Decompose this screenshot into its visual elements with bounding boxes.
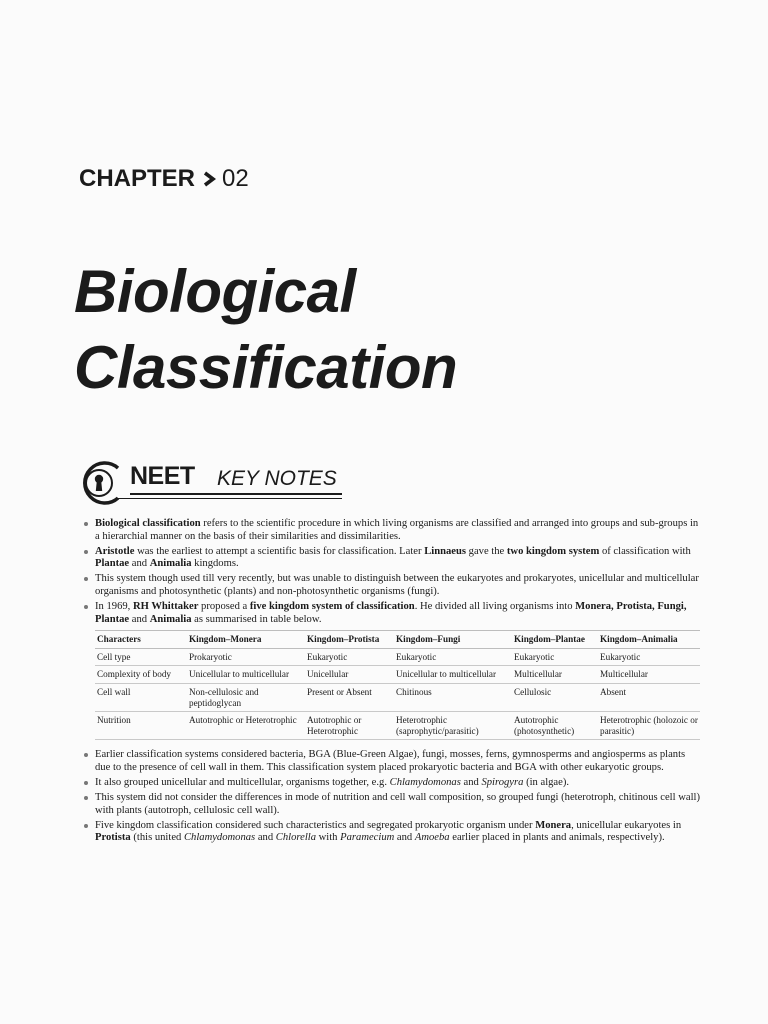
key-notes-content [78, 518, 700, 848]
title-line-2: Classification [74, 334, 458, 401]
note-text: Protista [95, 832, 131, 844]
note-text: was the earliest to attempt a scientific basis for classification. Later [134, 545, 425, 557]
note-text: In 1969, [95, 601, 133, 613]
table-cell: Present or Absent [305, 684, 394, 712]
table-cell: Heterotrophic (saprophytic/parasitic) [394, 712, 512, 740]
table-cell: Autotrophic or Heterotrophic [187, 712, 305, 740]
note-item [78, 518, 700, 543]
bullet-icon [84, 577, 88, 581]
neet-key-notes-header [78, 458, 348, 508]
note-item [78, 546, 700, 571]
table-cell: Eukaryotic [305, 648, 394, 666]
note-text: gave the [466, 545, 507, 557]
note-text: as summarised in table below. [191, 613, 322, 625]
table-cell: Unicellular to multicellular [394, 666, 512, 684]
note-text: Earlier classification systems considered bacteria, BGA (Blue-Green Algae), fungi, mosses, ferns, gymnosperms and angiosperms as plants due to the presence of cell wall in them. This classification system placed prokaryotic bacteria and BGA with other eukaryotic groups. [95, 749, 686, 773]
table-cell: Absent [598, 684, 700, 712]
note-text: and [129, 558, 150, 570]
note-text: It also grouped unicellular and multicellular, organisms together, e.g. [95, 777, 390, 789]
table-header-cell: Kingdom–Protista [305, 631, 394, 649]
note-text: five kingdom system of classification [249, 601, 415, 613]
table-cell: Cellulosic [512, 684, 598, 712]
note-text: and [394, 832, 415, 844]
table-cell: Cell wall [95, 684, 187, 712]
table-cell: Heterotrophic (holozoic or parasitic) [598, 712, 700, 740]
chevron-right-icon [202, 171, 217, 187]
note-text: Animalia [149, 613, 192, 625]
table-cell: Prokaryotic [187, 648, 305, 666]
table-cell: Autotrophic or Heterotrophic [305, 712, 394, 740]
table-cell: Unicellular [305, 666, 394, 684]
table-header-row [95, 631, 700, 649]
note-text: This system though used till very recently, but was unable to distinguish between the eukaryotes and prokaryotes, unicellular and multicellular organisms and photosynthetic (plants) and non-photosynthetic organisms (fungi). [95, 573, 699, 597]
note-text: Monera [535, 819, 572, 831]
note-item [78, 573, 700, 598]
note-text: This system did not consider the differences in mode of nutrition and cell wall composition, so grouped fungi (heterotroph, chitinous cell wall) with plants (autotroph, cellulosic cell wall). [95, 792, 700, 816]
kingdom-comparison-table [95, 630, 700, 740]
note-text: and [129, 613, 150, 625]
note-text: refers to the scientific procedure in which living organisms are classified and arranged into groups and sub-groups in a hierarchial manner on the basis of their similarities and dissimilarities. [95, 518, 699, 542]
table-header-cell: Kingdom–Monera [187, 631, 305, 649]
note-text: Chlorella [275, 832, 316, 844]
table-cell: Chitinous [394, 684, 512, 712]
keyhole-lock-icon [78, 458, 124, 508]
bullet-icon [84, 522, 88, 526]
header-underline-lower [118, 498, 342, 499]
note-text: two kingdom system [506, 545, 600, 557]
note-item [78, 792, 700, 817]
note-text: Biological classification [95, 518, 201, 529]
note-text: RH Whittaker [132, 601, 199, 613]
note-item [78, 777, 700, 790]
note-text: earlier placed in plants and animals, respectively). [449, 832, 665, 844]
chapter-word: CHAPTER [79, 165, 196, 192]
neet-label: NEET [130, 462, 195, 490]
table-cell: Autotrophic (photosynthetic) [512, 712, 598, 740]
table-header-cell: Kingdom–Plantae [512, 631, 598, 649]
bullet-icon [84, 796, 88, 800]
note-text: . He divided all living organisms into [414, 601, 576, 613]
bullet-icon [84, 753, 88, 757]
table-cell: Eukaryotic [394, 648, 512, 666]
table-header-cell: Kingdom–Animalia [598, 631, 700, 649]
note-text: Paramecium [340, 832, 395, 844]
table-cell: Eukaryotic [512, 648, 598, 666]
note-text: Spirogyra [481, 777, 524, 789]
bullet-icon [84, 605, 88, 609]
table-header-cell: Kingdom–Fungi [394, 631, 512, 649]
note-text: Chlamydomonas [183, 832, 256, 844]
table-row [95, 666, 700, 684]
table-row [95, 648, 700, 666]
note-text: Five kingdom classification considered such characteristics and segregated prokaryotic organism under [95, 819, 536, 831]
table-header-cell: Characters [95, 631, 187, 649]
note-text: proposed a [198, 601, 250, 613]
note-text: of classification with [599, 545, 691, 557]
note-item [78, 820, 700, 845]
notes-list-bottom [78, 749, 700, 845]
note-text: and [255, 832, 276, 844]
bullet-icon [84, 824, 88, 828]
table-cell: Unicellular to multicellular [187, 666, 305, 684]
table-body [95, 648, 700, 740]
key-notes-label: KEY NOTES [217, 467, 337, 490]
title-line-1: Biological [74, 258, 356, 325]
note-text: with [316, 832, 341, 844]
table-cell: Complexity of body [95, 666, 187, 684]
note-text: Linnaeus [424, 545, 466, 557]
table-row [95, 712, 700, 740]
note-item [78, 601, 700, 626]
note-text: kingdoms. [191, 558, 239, 570]
note-text: Monera, Protista, Fungi, Plantae [95, 601, 687, 625]
chapter-label [79, 163, 249, 195]
bullet-icon [84, 781, 88, 785]
table-cell: Multicellular [512, 666, 598, 684]
note-text: (in algae). [523, 777, 570, 789]
note-text: Amoeba [414, 832, 450, 844]
note-text: Animalia [149, 558, 192, 570]
table-cell: Nutrition [95, 712, 187, 740]
page-title [74, 254, 457, 406]
note-item [78, 749, 700, 774]
note-text: , unicellular eukaryotes in [571, 819, 682, 831]
notes-list-top [78, 518, 700, 626]
header-underline [130, 493, 342, 495]
table-cell: Cell type [95, 648, 187, 666]
chapter-number: 02 [222, 165, 249, 192]
note-text: Chlamydomonas [389, 777, 461, 789]
note-text: and [460, 777, 482, 789]
table-cell: Eukaryotic [598, 648, 700, 666]
table-row [95, 684, 700, 712]
note-text: Plantae [95, 558, 130, 570]
note-text: (this united [130, 832, 184, 844]
bullet-icon [84, 550, 88, 554]
note-text: Aristotle [95, 545, 135, 557]
table-cell: Non-cellulosic and peptidoglycan [187, 684, 305, 712]
table-cell: Multicellular [598, 666, 700, 684]
